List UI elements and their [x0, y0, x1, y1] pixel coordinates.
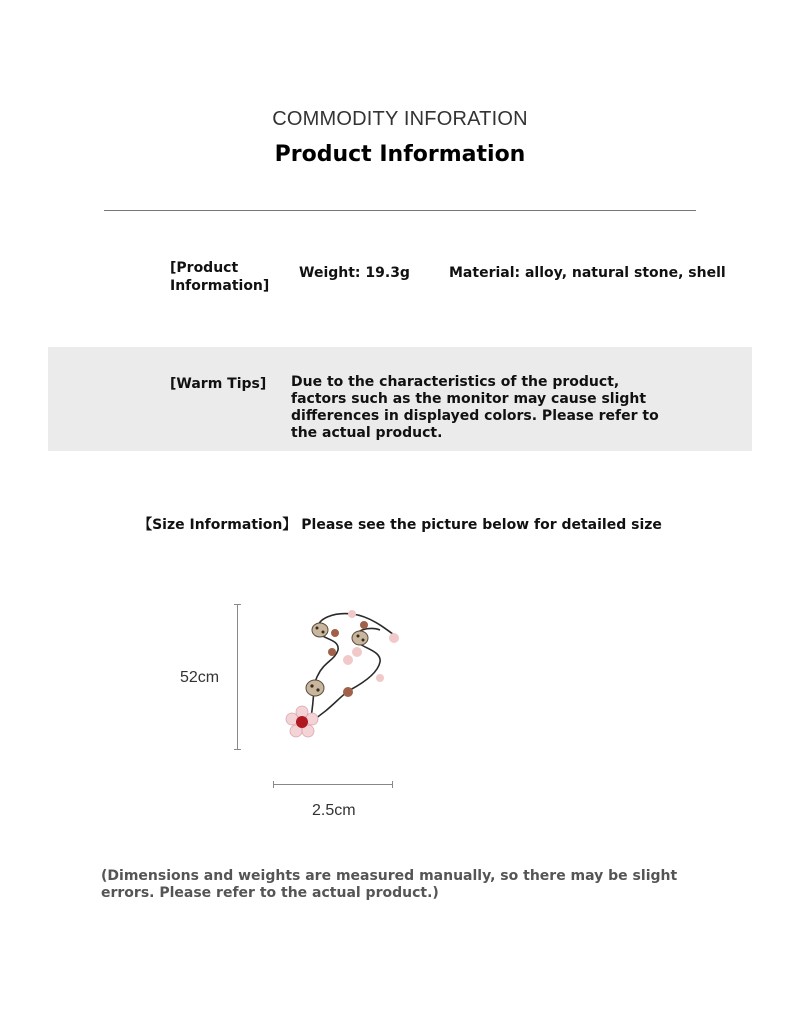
measurement-footnote: (Dimensions and weights are measured manually, so there may be slight errors. Please refer to the actual product.) — [101, 868, 678, 901]
weight-value: Weight: 19.3g — [299, 265, 410, 281]
warm-tips-label: [Warm Tips] — [170, 376, 267, 392]
height-ruler — [237, 604, 238, 750]
width-label: 2.5cm — [312, 802, 356, 819]
size-info-line: 【Size Information】 Please see the picture below for detailed size — [138, 517, 662, 533]
height-label: 52cm — [180, 669, 220, 686]
page-title: Product Information — [274, 142, 526, 167]
section-subtitle: COMMODITY INFORATION — [272, 108, 528, 130]
title-divider — [104, 210, 696, 211]
warm-tips-text: Due to the characteristics of the product, factors such as the monitor may cause slight differences in displayed colors. Please refer to the actual product. — [291, 374, 659, 441]
product-info-label: [Product Information] — [170, 260, 270, 294]
width-ruler — [273, 784, 393, 785]
material-value: Material: alloy, natural stone, shell — [449, 265, 726, 281]
necklace-image — [280, 600, 402, 745]
